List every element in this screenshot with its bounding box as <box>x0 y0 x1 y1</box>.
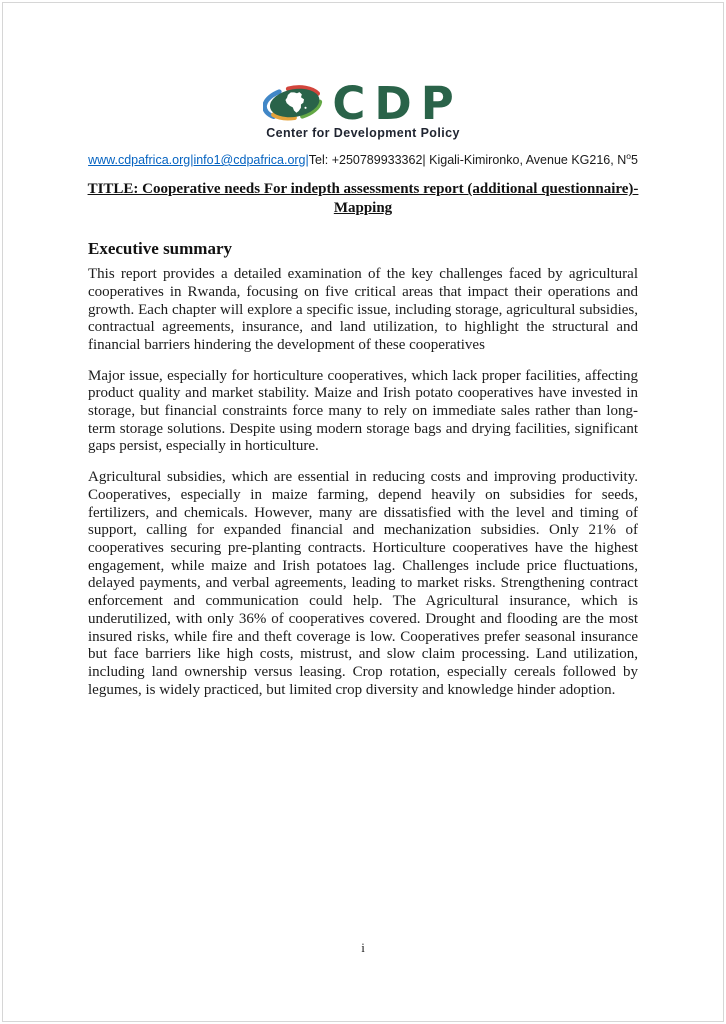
contact-text: Tel: +250789933362| Kigali-Kimironko, Avenue KG216, N <box>308 153 627 168</box>
document-title <box>0 180 726 218</box>
contact-line <box>0 151 726 167</box>
cdp-logo <box>263 76 463 130</box>
title-line-1: TITLE: Cooperative needs For indepth assessments report (additional questionnaire)- <box>87 181 639 198</box>
document-header <box>0 0 726 140</box>
email-link[interactable]: info1@cdpafrica.org| <box>193 153 309 168</box>
executive-summary-heading: Executive summary <box>88 239 233 259</box>
ordinal-superscript: o <box>626 151 631 161</box>
website-link[interactable]: www.cdpafrica.org| <box>88 153 194 168</box>
logo-acronym: CDP <box>332 76 463 130</box>
cdp-globe-africa-icon <box>263 80 329 126</box>
document-body <box>88 239 638 699</box>
paragraph-overview: This report provides a detailed examination of the key challenges faced by agricultural cooperatives in Rwanda, focusing on five critical areas that impact their operations and growth. Each chapter will explore a specific issue, including storage, agricultural subsidies, contractual agreements, insurance, and land utilization, to highlight the structural and financial barriers hindering the development of these cooperatives <box>88 266 638 353</box>
paragraph-subsidies-insurance-land: Agricultural subsidies, which are essential in reducing costs and improving productivity. Cooperatives, especially in maize farming, depend heavily on subsidies for seeds, fertilizers, and chemicals. However, many are dissatisfied with the level and timing of support, calling for expanded financial and mechanization subsidies. Only 21% of cooperatives securing pre-planting contracts. Horticulture cooperatives have the highest engagement, while maize and Irish potatoes lag. Challenges include price fluctuations, delayed payments, and verbal agreements, leading to market risks. Strengthening contract enforcement and communication could help. The Agricultural insurance, which is underutilized, with only 36% of cooperatives covered. Drought and flooding are the most insured risks, while fire and theft coverage is low. Cooperatives prefer seasonal insurance but face barriers like high costs, mistrust, and slow claim processing. Land utilization, including land ownership versus leasing. Crop rotation, especially cereals followed by legumes, is widely practiced, but limited crop diversity and knowledge hinder adoption. <box>88 469 638 698</box>
logo-tagline: Center for Development Policy <box>266 126 460 140</box>
page-number: i <box>361 940 365 955</box>
street-number: 5 <box>630 153 638 168</box>
title-line-2: Mapping <box>333 200 393 217</box>
paragraph-storage: Major issue, especially for horticulture cooperatives, which lack proper facilities, affecting product quality and market stability. Maize and Irish potato cooperatives have invested in storage, but financial constraints force many to rely on immediate sales rather than long-term storage solutions. Despite using modern storage bags and drying facilities, significant gaps persist, especially in horticulture. <box>88 367 638 455</box>
